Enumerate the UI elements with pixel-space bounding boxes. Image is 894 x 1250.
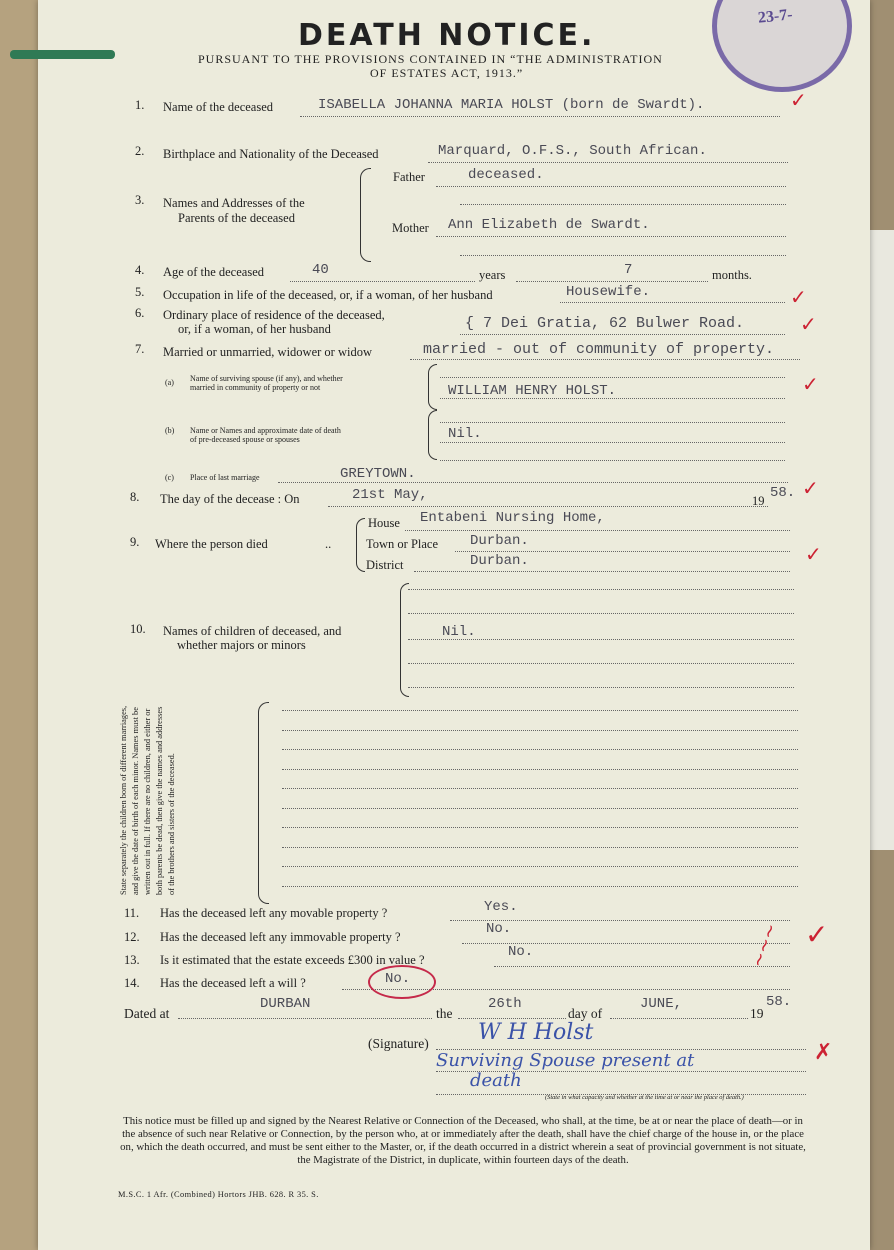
dotted-line xyxy=(300,116,780,117)
movable-property-value: Yes. xyxy=(484,899,518,915)
brace xyxy=(400,583,409,697)
dotted-line xyxy=(408,687,794,688)
months-label: months. xyxy=(712,268,752,282)
dotted-line xyxy=(460,204,786,205)
house-label: House xyxy=(368,516,400,530)
residence-label-line1: Ordinary place of residence of the deceased, xyxy=(163,308,385,322)
dotted-line xyxy=(440,377,785,378)
birthplace-label: Birthplace and Nationality of the Deceased xyxy=(163,147,379,161)
dotted-line xyxy=(440,460,785,461)
immovable-property-value: No. xyxy=(486,921,512,937)
father-value: deceased. xyxy=(468,167,544,183)
father-label: Father xyxy=(393,170,425,184)
brace xyxy=(356,518,365,572)
date-of-decease-label: The day of the decease : On xyxy=(160,492,300,506)
form-subtitle-line2: OF ESTATES ACT, 1913.” xyxy=(370,66,524,80)
dotted-line xyxy=(455,551,790,552)
dotted-line xyxy=(458,1018,566,1019)
will-value: No. xyxy=(385,971,411,987)
brace xyxy=(428,364,437,410)
dated-place-value: DURBAN xyxy=(260,996,311,1012)
item-number: 2. xyxy=(135,144,145,158)
occupation-value: Housewife. xyxy=(566,284,651,300)
item-number: 8. xyxy=(130,490,140,504)
sub-item-letter: (a) xyxy=(165,378,174,387)
children-label-line1: Names of children of deceased, and xyxy=(163,624,342,638)
district-label: District xyxy=(366,558,404,572)
dotted-line xyxy=(282,730,798,731)
sub-item-letter: (c) xyxy=(165,473,174,482)
predeceased-spouse-label-line2: of pre-deceased spouse or spouses xyxy=(190,435,300,444)
dotted-line xyxy=(440,442,785,443)
the-label: the xyxy=(436,1006,453,1021)
dated-day-value: 26th xyxy=(488,996,522,1012)
signatory-capacity-line1: Surviving Spouse present at xyxy=(436,1050,695,1071)
item-number: 6. xyxy=(135,306,145,320)
dotted-line xyxy=(282,710,798,711)
dotted-line xyxy=(282,847,798,848)
marital-status-label: Married or unmarried, widower or widow xyxy=(163,345,372,359)
item-number: 9. xyxy=(130,535,140,549)
dotted-line xyxy=(408,639,794,640)
footer-instructions: This notice must be filled up and signed by the Nearest Relative or Connection of the Deceased, who shall, at the time, be at or near the place of death—or in the absence of such near Relative or Connection, by the person who, at or immediately after the death, shall have the chief charge of the house in, or the place on, which the death occurred, and must be sent either to the Master, or, if the death occurred in a district wherein a seat of provincial government is not situate, the Magistrate of the District, in duplicate, within fourteen days of the death. xyxy=(120,1115,806,1166)
dotted-line xyxy=(408,613,794,614)
binding-string xyxy=(10,50,115,59)
years-label: years xyxy=(479,268,506,282)
residence-value: { 7 Dei Gratia, 62 Bulwer Road. xyxy=(465,315,745,332)
item-number: 4. xyxy=(135,263,145,277)
dotted-line xyxy=(408,663,794,664)
item-number: 12. xyxy=(124,930,140,944)
item-number: 1. xyxy=(135,98,145,112)
check-mark-icon: ✓ xyxy=(790,88,807,112)
check-mark-icon: ✓ xyxy=(802,372,819,396)
dotted-line xyxy=(290,281,475,282)
item-number: 10. xyxy=(130,622,146,636)
predeceased-spouse-value: Nil. xyxy=(448,426,482,442)
birthplace-value: Marquard, O.F.S., South African. xyxy=(438,143,707,159)
district-value: Durban. xyxy=(470,553,529,569)
brace xyxy=(360,168,371,262)
dotted-line xyxy=(405,530,790,531)
item-number: 7. xyxy=(135,342,145,356)
red-circle-annotation xyxy=(368,965,436,999)
item-number: 13. xyxy=(124,953,140,967)
dots: .. xyxy=(325,537,332,551)
house-value: Entabeni Nursing Home, xyxy=(420,510,605,526)
check-mark-icon: ✓ xyxy=(802,476,819,500)
movable-property-label: Has the deceased left any movable property ? xyxy=(160,906,388,920)
children-instructions-sidebar: State separately the children born of different marriages, and give the date of birth of each minor. Names must be written out in full. If there are no children, and either or both parents be dead, then give the names and addresses of the brothers and sisters of the deceased. xyxy=(119,705,176,895)
scribble-icon: ~~~ xyxy=(747,920,783,971)
item-number: 11. xyxy=(124,906,140,920)
year-value: 58. xyxy=(770,485,796,501)
age-years-value: 40 xyxy=(312,262,329,278)
marital-status-value: married - out of community of property. xyxy=(423,341,775,358)
check-mark-icon: ✓ xyxy=(790,285,807,309)
mother-label: Mother xyxy=(392,221,429,235)
cross-mark-icon: ✗ xyxy=(814,1040,833,1065)
deceased-name-value: ISABELLA JOHANNA MARIA HOLST (born de Swardt). xyxy=(318,97,705,113)
capacity-note: (State in what capacity and whether at the time at or near the place of death.) xyxy=(545,1094,744,1101)
dated-at-label: Dated at xyxy=(124,1006,170,1021)
dated-year-value: 58. xyxy=(766,994,792,1010)
dotted-line xyxy=(460,255,786,256)
signature-label: (Signature) xyxy=(368,1036,429,1051)
dotted-line xyxy=(414,571,790,572)
immovable-property-label: Has the deceased left any immovable property ? xyxy=(160,930,401,944)
dotted-line xyxy=(560,302,785,303)
dated-year-prefix: 19 xyxy=(750,1006,764,1021)
dotted-line xyxy=(178,1018,432,1019)
dotted-line xyxy=(494,966,790,967)
dotted-line xyxy=(410,359,800,360)
year-prefix: 19 xyxy=(752,494,765,508)
dotted-line xyxy=(328,506,768,507)
surviving-spouse-value: WILLIAM HENRY HOLST. xyxy=(448,383,617,399)
town-label: Town or Place xyxy=(366,537,439,551)
check-mark-icon: ✓ xyxy=(805,542,822,566)
dotted-line xyxy=(516,281,708,282)
signature-value: W H Holst xyxy=(478,1020,594,1045)
parents-label-line2: Parents of the deceased xyxy=(178,211,295,225)
mother-value: Ann Elizabeth de Swardt. xyxy=(448,217,650,233)
estate-value-label: Is it estimated that the estate exceeds £300 in value ? xyxy=(160,953,425,967)
dotted-line xyxy=(278,482,788,483)
dotted-line xyxy=(282,808,798,809)
form-subtitle-line1: PURSUANT TO THE PROVISIONS CONTAINED IN “THE ADMINISTRATION xyxy=(198,52,663,66)
item-number: 5. xyxy=(135,285,145,299)
brace xyxy=(258,702,269,904)
date-of-decease-value: 21st May, xyxy=(352,487,428,503)
sub-item-letter: (b) xyxy=(165,426,175,435)
estate-value-value: No. xyxy=(508,944,534,960)
predeceased-spouse-label-line1: Name or Names and approximate date of death xyxy=(190,426,341,435)
place-of-death-label: Where the person died xyxy=(155,537,268,551)
children-value: Nil. xyxy=(442,624,476,640)
dated-month-value: JUNE, xyxy=(640,996,683,1012)
children-label-line2: whether majors or minors xyxy=(177,638,306,652)
dotted-line xyxy=(282,788,798,789)
dotted-line xyxy=(282,827,798,828)
check-mark-icon: ✓ xyxy=(805,918,829,951)
dotted-line xyxy=(440,422,785,423)
check-mark-icon: ✓ xyxy=(800,312,817,336)
deceased-name-label: Name of the deceased xyxy=(163,100,274,114)
item-number: 14. xyxy=(124,976,140,990)
dotted-line xyxy=(436,186,786,187)
day-of-label: day of xyxy=(568,1006,603,1021)
residence-label-line2: or, if a woman, of her husband xyxy=(178,322,331,336)
will-label: Has the deceased left a will ? xyxy=(160,976,306,990)
item-number: 3. xyxy=(135,193,145,207)
dotted-line xyxy=(436,236,786,237)
surviving-spouse-label-line2: married in community of property or not xyxy=(190,383,321,392)
dotted-line xyxy=(282,769,798,770)
dotted-line xyxy=(282,886,798,887)
form-code: M.S.C. 1 Afr. (Combined) Hortors JHB. 628. R 35. S. xyxy=(118,1190,319,1199)
age-months-value: 7 xyxy=(624,262,633,278)
dotted-line xyxy=(610,1018,748,1019)
form-title: DEATH NOTICE. xyxy=(298,18,596,53)
town-value: Durban. xyxy=(470,533,529,549)
occupation-label: Occupation in life of the deceased, or, if a woman, of her husband xyxy=(163,288,493,302)
dotted-line xyxy=(282,866,798,867)
signatory-capacity-line2: death xyxy=(470,1070,522,1091)
brace xyxy=(428,410,437,460)
stamp-date: 23-7- xyxy=(757,6,794,27)
surviving-spouse-label-line1: Name of surviving spouse (if any), and whether xyxy=(190,374,343,383)
dotted-line xyxy=(408,589,794,590)
dotted-line xyxy=(282,749,798,750)
dotted-line xyxy=(460,334,785,335)
dotted-line xyxy=(428,162,788,163)
marriage-place-label: Place of last marriage xyxy=(190,473,260,482)
age-label: Age of the deceased xyxy=(163,265,264,279)
parents-label-line1: Names and Addresses of the xyxy=(163,196,305,210)
marriage-place-value: GREYTOWN. xyxy=(340,466,416,482)
